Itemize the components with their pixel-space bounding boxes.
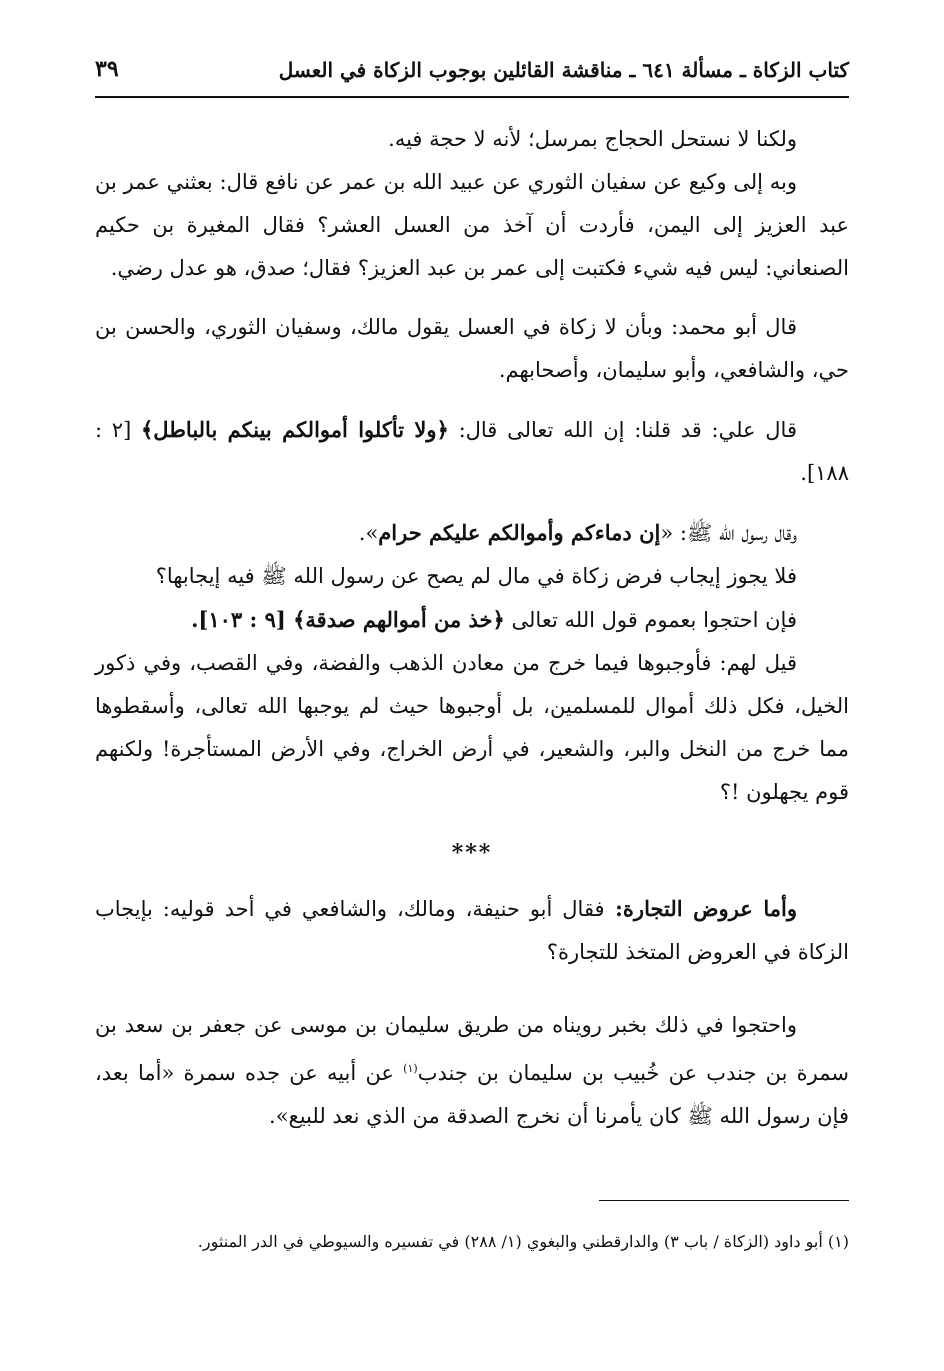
paragraph-6: فلا يجوز إيجاب فرض زكاة في مال لم يصح عن رسول الله ﷺ فيه إيجابها؟ (155, 564, 797, 588)
section-separator: *** (451, 840, 493, 866)
paragraph-4-lead: قال علي: قد قلنا: إن الله تعالى قال: (448, 418, 797, 442)
paragraph-2: وبه إلى وكيع عن سفيان الثوري عن عبيد الله بن عمر عن نافع قال: بعثني عمر بن عبد العزيز إلى اليمن، فأردت أن آخذ من العسل العشر؟ فقال المغيرة بن حكيم الصنعاني: ليس فيه شيء فكتبت إلى عمر بن عبد العزيز؟ فقال؛ صدق، هو عدل رضي. (95, 170, 849, 280)
main-text (95, 118, 849, 1138)
page-number: ٣٩ (95, 56, 119, 82)
paragraph-9 (95, 887, 849, 974)
verse-reference-1: [٢ : ١٨٨]. (95, 418, 849, 485)
paragraph-10-part-2: عن أبيه عن جده سمرة «أما بعد، فإن رسول الله ﷺ كان يأمرنا أن نخرج الصدقة من الذي نعد للبيع». (95, 1061, 849, 1128)
paragraph-5 (95, 511, 849, 555)
footnote: (١) أبو داود (الزكاة / باب ٣) والدارقطني والبغوي (١/ ٢٨٨) في تفسيره والسيوطي في الدر المنثور. (197, 1232, 849, 1251)
quran-verse-1: ﴿ولا تأكلوا أموالكم بينكم بالباطل﴾ (141, 417, 449, 442)
section-heading: وأما عروض التجارة: (604, 896, 797, 921)
footnote-divider (599, 1200, 849, 1201)
hadith-text: إن دماءكم وأموالكم عليكم حرام (378, 520, 661, 545)
paragraph-7-lead: فإن احتجوا بعموم قول الله تعالى (504, 608, 797, 632)
quran-verse-2: ﴿خذ من أموالهم صدقة﴾ (293, 607, 505, 632)
paragraph-10-part-1: واحتجوا في ذلك بخبر رويناه من طريق سليمان بن موسى عن جعفر بن سعد بن سمرة بن جندب عن خُبيب بن سليمان بن جندب (95, 1013, 849, 1085)
paragraph-5-end: ». (358, 521, 379, 545)
footnote-marker: (١) (403, 1062, 418, 1075)
paragraph-1: ولكنا لا نستحل الحجاج بمرسل؛ لأنه لا حجة فيه. (388, 127, 797, 151)
paragraph-7 (95, 598, 849, 642)
running-header (95, 40, 849, 98)
verse-reference-2: [٩ : ١٠٣]. (191, 607, 294, 632)
paragraph-10 (95, 1004, 849, 1138)
header-title: كتاب الزكاة ـ مسألة ٦٤١ ـ مناقشة القائلين بوجوب الزكاة في العسل (278, 58, 849, 82)
paragraph-3: قال أبو محمد: وبأن لا زكاة في العسل يقول مالك، وسفيان الثوري، والحسن بن حي، والشافعي، وأبو سليمان، وأصحابهم. (95, 315, 849, 382)
paragraph-9-text: فقال أبو حنيفة، ومالك، والشافعي في أحد قوليه: بإيجاب الزكاة في العروض المتخذ للتجارة؟ (95, 897, 849, 964)
paragraph-5-lead: وقال رسول الله ﷺ: « (660, 521, 797, 545)
paragraph-8: قيل لهم: فأوجبوها فيما خرج من معادن الذهب والفضة، وفي القصب، وفي ذكور الخيل، فكل ذلك أموال للمسلمين، بل أوجبوها حيث لم يوجبها الله تعالى، وأسقطوها مما خرج من النخل والبر، والشعير، في أرض الخراج، وفي الأرض المستأجرة! ولكنهم قوم يجهلون !؟ (95, 651, 849, 804)
paragraph-4 (95, 408, 849, 495)
